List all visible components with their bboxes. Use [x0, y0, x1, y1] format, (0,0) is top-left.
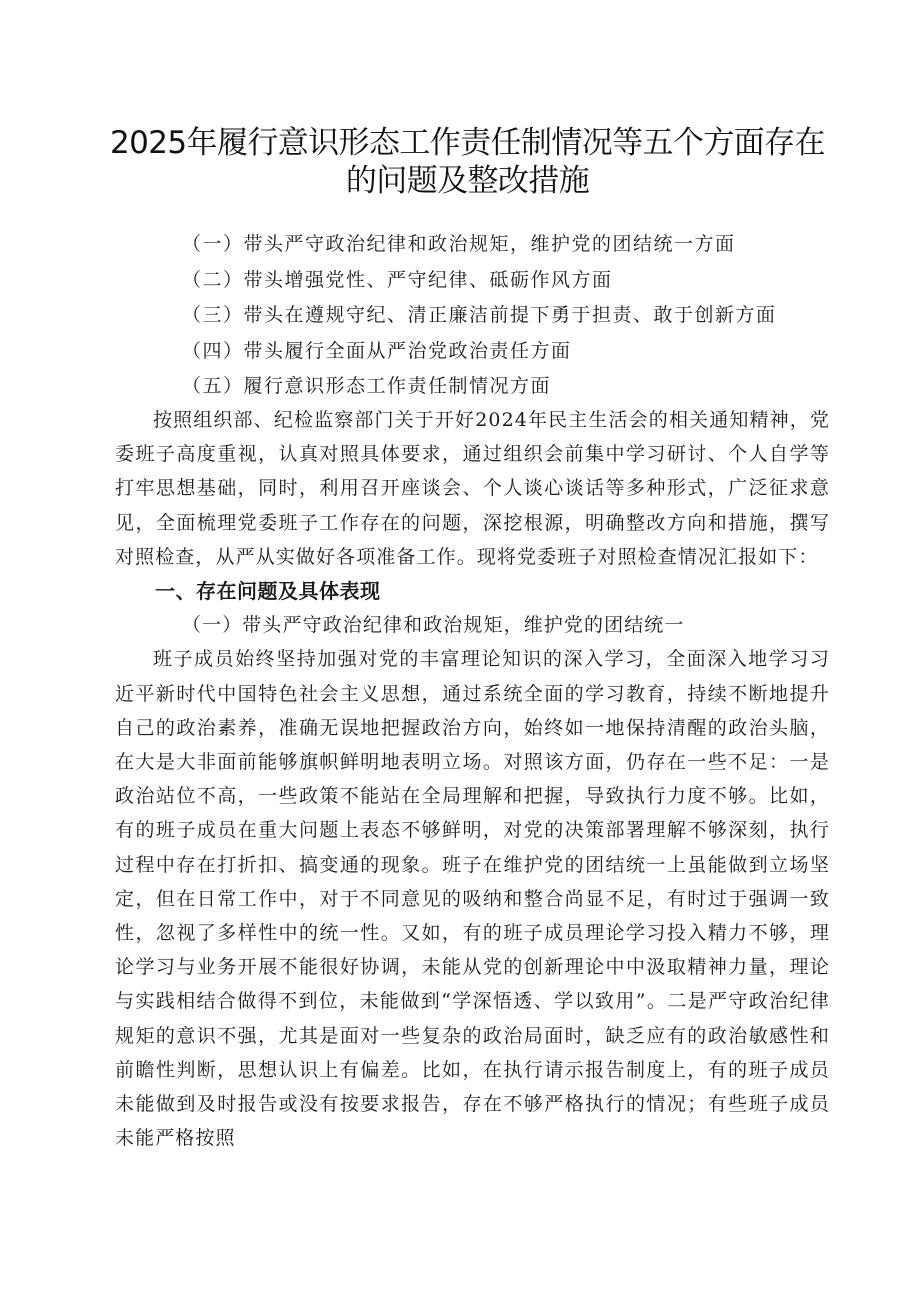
document-title: 2025年履行意识形态工作责任制情况等五个方面存在的问题及整改措施: [110, 125, 825, 199]
subsection-heading: （一）带头严守政治纪律和政治规矩，维护党的团结统一: [182, 614, 685, 637]
outline-list: [182, 227, 777, 405]
outline-item: （三）带头在遵规守纪、清正廉洁前提下勇于担责、敢于创新方面: [182, 304, 777, 326]
outline-item: （五）履行意识形态工作责任制情况方面: [182, 375, 552, 397]
outline-item: （二）带头增强党性、严守纪律、砥砺作风方面: [182, 268, 613, 291]
document-body: [115, 403, 830, 1155]
intro-paragraph: 按照组织部、纪检监察部门关于开好2024年民主生活会的相关通知精神，党委班子高度重视，认真对照具体要求，通过组织会前集中学习研讨、个人自学等打牢思想基础，同时，利用召开座谈会、个人谈心谈话等多种形式，广泛征求意见，全面梳理党委班子工作存在的问题，深挖根源，明确整改方向和措施，撰写对照检查，从严从实做好各项准备工作。现将党委班子对照检查情况汇报如下：: [115, 409, 830, 568]
section-heading: 一、存在问题及具体表现: [155, 579, 381, 604]
outline-item: （四）带头履行全面从严治党政治责任方面: [182, 339, 572, 362]
outline-item: （一）带头严守政治纪律和政治规矩，维护党的团结统一方面: [182, 233, 736, 255]
body-paragraph: 班子成员始终坚持加强对党的丰富理论知识的深入学习，全面深入地学习习近平新时代中国特色社会主义思想，通过系统全面的学习教育，持续不断地提升自己的政治素养，准确无误地把握政治方向，始终如一地保持清醒的政治头脑，在大是大非面前能够旗帜鲜明地表明立场。对照该方面，仍存在一些不足：一是政治站位不高，一些政策不能站在全局理解和把握，导致执行力度不够。比如，有的班子成员在重大问题上表态不够鲜明，对党的决策部署理解不够深刻，执行过程中存在打折扣、搞变通的现象。班子在维护党的团结统一上虽能做到立场坚定，但在日常工作中，对于不同意见的吸纳和整合尚显不足，有时过于强调一致性，忽视了多样性中的统一性。又如，有的班子成员理论学习投入精力不够，理论学习与业务开展不能很好协调，未能从党的创新理论中中汲取精神力量，理论与实践相结合做得不到位，未能做到“学深悟透、学以致用”。二是严守政治纪律规矩的意识不强，尤其是面对一些复杂的政治局面时，缺乏应有的政治敏感性和前瞻性判断，思想认识上有偏差。比如，在执行请示报告制度上，有的班子成员未能做到及时报告或没有按要求报告，存在不够严格执行的情况；有些班子成员未能严格按照: [115, 648, 830, 1150]
